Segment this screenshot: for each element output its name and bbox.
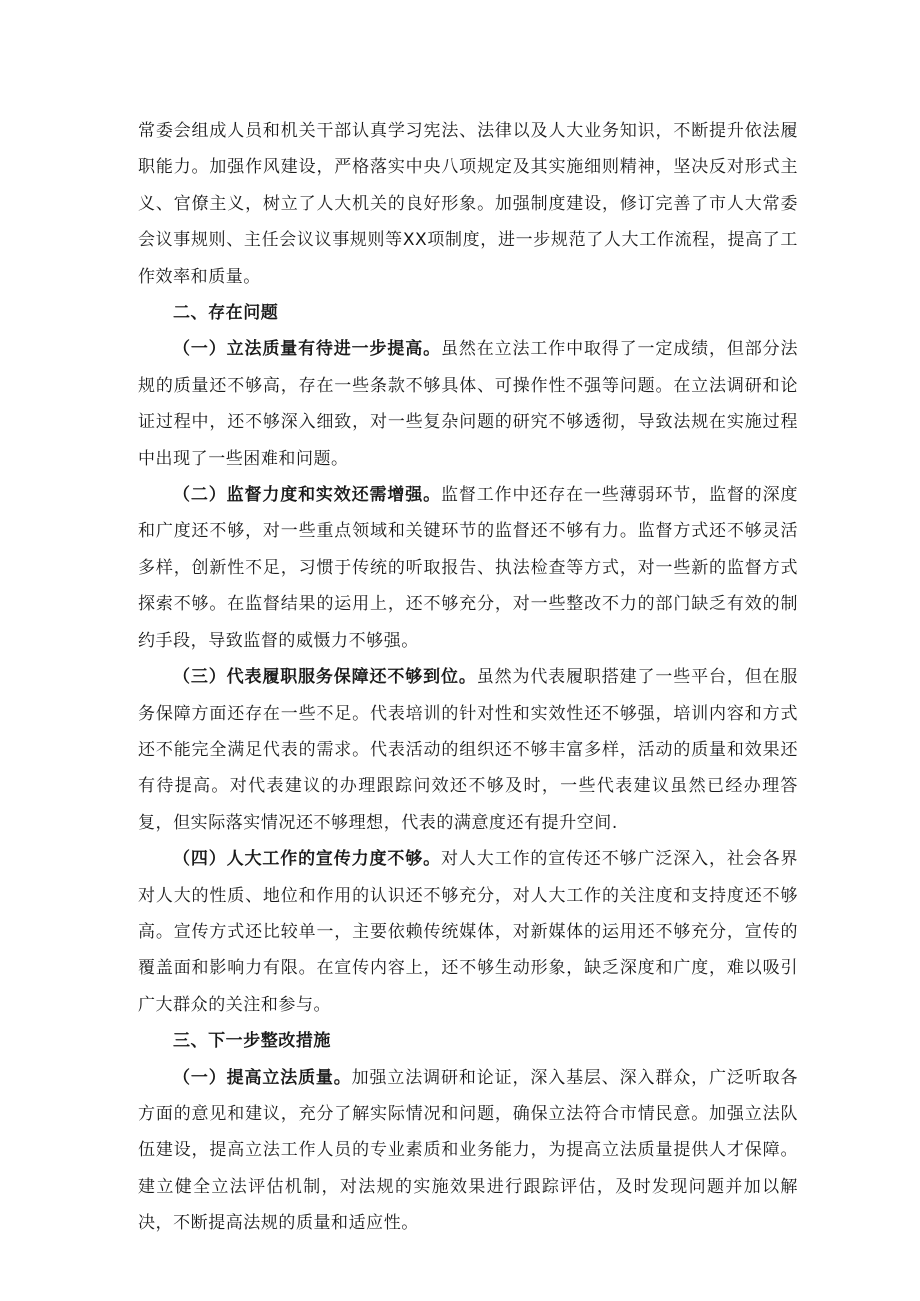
problem-item-3-title: （三）代表履职服务保障还不够到位。: [173, 667, 477, 688]
measure-item-1: [138, 1060, 798, 1242]
section-heading-measures: 三、下一步整改措施: [173, 1031, 331, 1052]
problem-item-3: [138, 659, 798, 841]
problem-item-1-title: （一）立法质量有待进一步提高。: [173, 339, 441, 360]
problem-item-1-body: 虽然在立法工作中取得了一定成绩，但部分法规的质量还不够高，存在一些条款不够具体、可操作性不强等问题。在立法调研和论证过程中，还不够深入细致，对一些复杂问题的研究不够透彻，导致法规在实施过程中出现了一些困难和问题。: [138, 339, 799, 469]
problem-item-4-title: （四）人大工作的宣传力度不够。: [173, 849, 441, 870]
intro-paragraph: 常委会组成人员和机关干部认真学习宪法、法律以及人大业务知识，不断提升依法履职能力。加强作风建设，严格落实中央八项规定及其实施细则精神，坚决反对形式主义、官僚主义，树立了人大机关的良好形象。加强制度建设，修订完善了市人大常委会议事规则、主任会议议事规则等XX项制度，进一步规范了人大工作流程，提高了工作效率和质量。: [138, 121, 798, 287]
problem-item-3-body: 虽然为代表履职搭建了一些平台，但在服务保障方面还存在一些不足。代表培训的针对性和实效性还不够强，培训内容和方式还不能完全满足代表的需求。代表活动的组织还不够丰富多样，活动的质量和效果还有待提高。对代表建议的办理跟踪问效还不够及时，一些代表建议虽然已经办理答复，但实际落实情况还不够理想，代表的满意度还有提升空间.: [138, 667, 798, 833]
problem-item-4: [138, 841, 798, 1023]
document-page: [138, 113, 798, 1242]
problem-item-2-body: 监督工作中还存在一些薄弱环节，监督的深度和广度还不够，对一些重点领域和关键环节的监督还不够有力。监督方式还不够灵活多样，创新性不足，习惯于传统的听取报告、执法检查等方式，对一些新的监督方式探索不够。在监督结果的运用上，还不够充分，对一些整改不力的部门缺乏有效的制约手段，导致监督的威慑力不够强。: [138, 485, 799, 651]
problem-item-2-title: （二）监督力度和实效还需增强。: [173, 485, 441, 506]
problem-item-1: [138, 331, 798, 477]
problem-item-4-body: 对人大工作的宣传还不够广泛深入，社会各界对人大的性质、地位和作用的认识还不够充分，对人大工作的关注度和支持度还不够高。宣传方式还比较单一，主要依赖传统媒体，对新媒体的运用还不够充分，宣传的覆盖面和影响力有限。在宣传内容上，还不够生动形象，缺乏深度和广度，难以吸引广大群众的关注和参与。: [138, 849, 799, 1015]
section-heading-problems: 二、存在问题: [173, 303, 279, 324]
measure-item-1-title: （一）提高立法质量。: [173, 1067, 352, 1088]
problem-item-2: [138, 477, 798, 659]
measure-item-1-body: 加强立法调研和论证，深入基层、深入群众，广泛听取各方面的意见和建议，充分了解实际情况和问题，确保立法符合市情民意。加强立法队伍建设，提高立法工作人员的专业素质和业务能力，为提高立法质量提供人才保障。建立健全立法评估机制，对法规的实施效果进行跟踪评估，及时发现问题并加以解决，不断提高法规的质量和适应性。: [138, 1067, 799, 1234]
